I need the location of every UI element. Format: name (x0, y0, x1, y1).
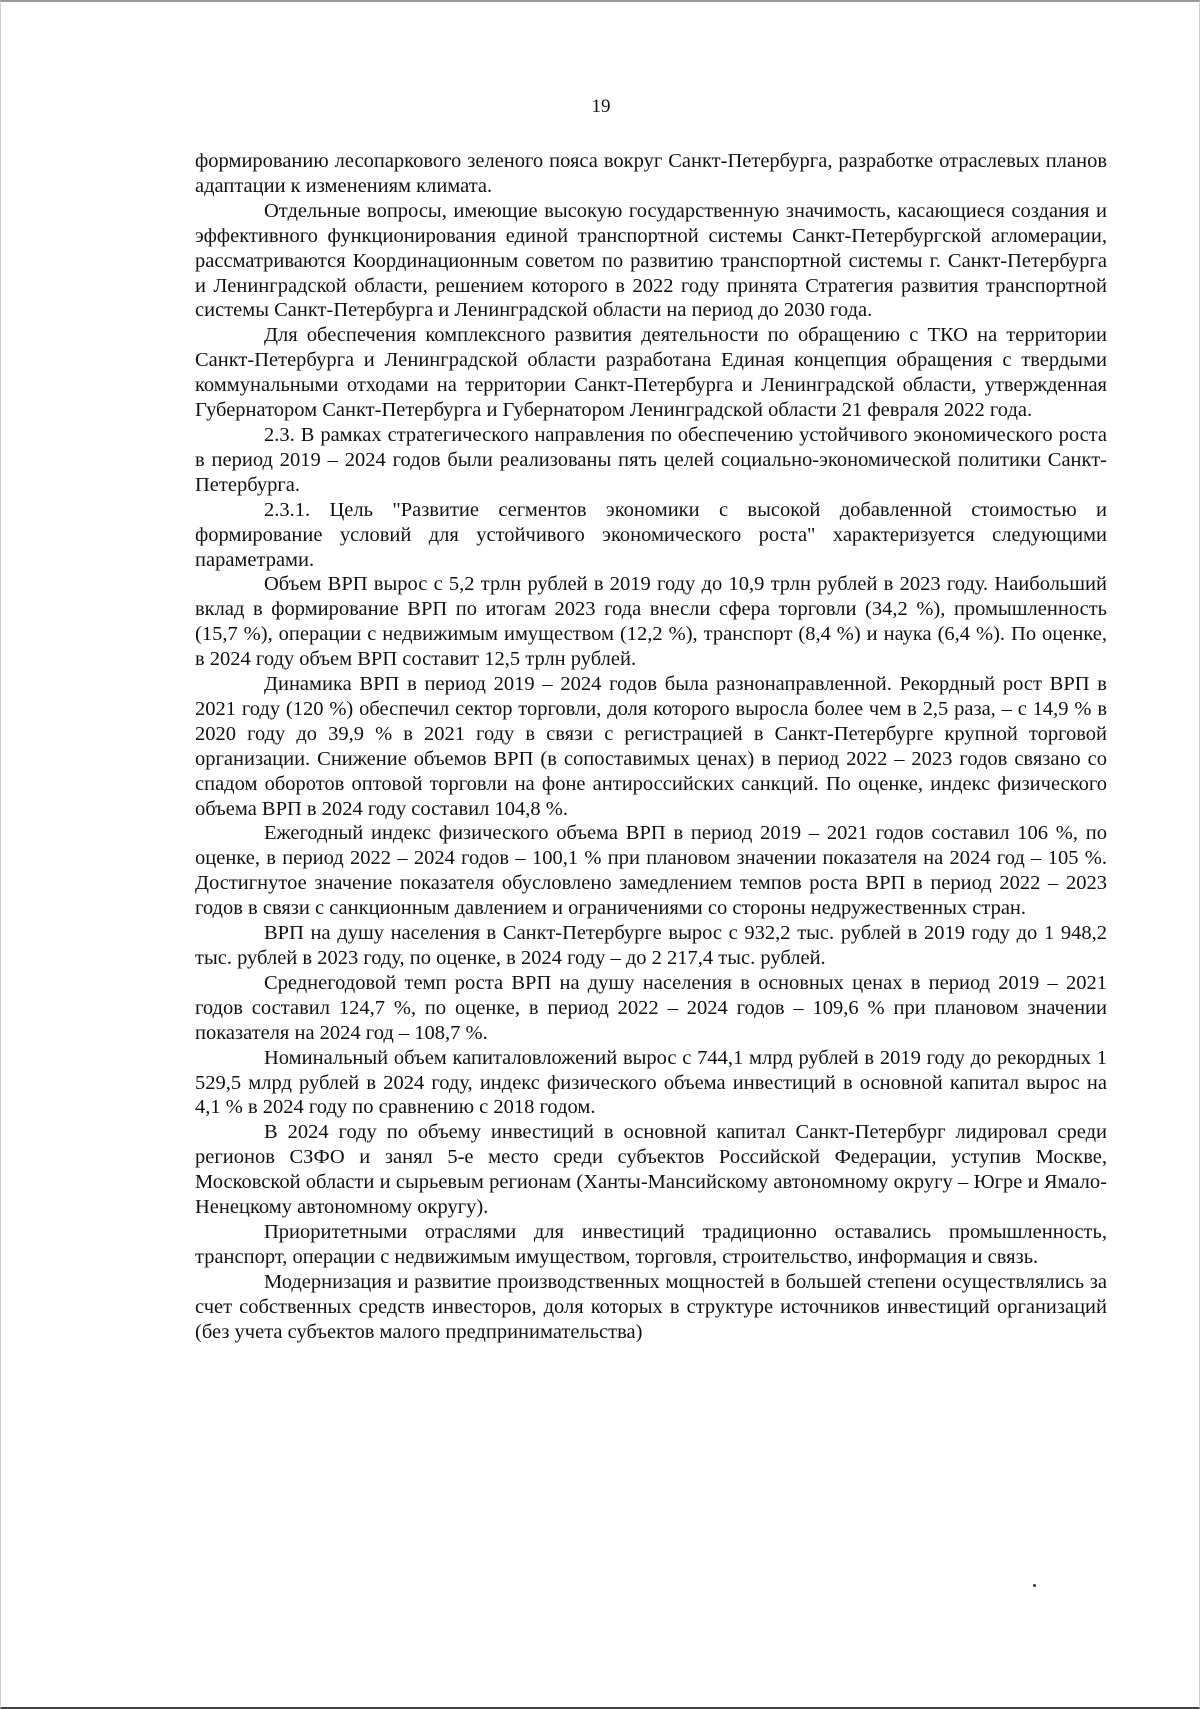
document-body (195, 149, 1107, 1345)
paragraph-grp-index: Ежегодный индекс физического объема ВРП в период 2019 – 2021 годов составил 106 %, по оценке, в период 2022 – 2024 годов – 100,1 % при плановом значении показателя на 2024 год – 105 %. Достигнутое значение показателя обусловлено замедлением темпов роста ВРП в период 2022 – 2023 годов в связи с санкционным давлением и ограничениями со стороны недружественных стран. (195, 822, 1107, 920)
paragraph-modernization: Модернизация и развитие производственных мощностей в большей степени осуществлялись за счет собственных средств инвесторов, доля которых в структуре источников инвестиций организаций (без учета субъектов малого предпринимательства) (195, 1270, 1107, 1343)
paragraph-grp-per-capita: ВРП на душу населения в Санкт-Петербурге вырос с 932,2 тыс. рублей в 2019 году до 1 948,2 тыс. рублей в 2023 году, по оценке, в 2024 году – до 2 217,4 тыс. рублей. (195, 922, 1107, 969)
paragraph-transport-system: Отдельные вопросы, имеющие высокую государственную значимость, касающиеся создания и эффективного функционирования единой транспортной системы Санкт-Петербургской агломерации, рассматриваются Координационным советом по развитию транспортной системы г. Санкт-Петербурга и Ленинградской области, решением которого в 2022 году принята Стратегия развития транспортной системы Санкт-Петербурга и Ленинградской области на период до 2030 года. (195, 199, 1107, 322)
paragraph-section-2-3: 2.3. В рамках стратегического направления по обеспечению устойчивого экономического роста в период 2019 – 2024 годов были реализованы пять целей социально-экономической политики Санкт-Петербурга. (195, 423, 1107, 496)
scan-artifact-dot (1033, 1584, 1036, 1587)
page-number: 19 (591, 96, 611, 117)
paragraph-continuation: формированию лесопаркового зеленого пояса вокруг Санкт-Петербурга, разработке отраслевых планов адаптации к изменениям климата. (195, 150, 1107, 197)
paragraph-grp-dynamics: Динамика ВРП в период 2019 – 2024 годов была разнонаправленной. Рекордный рост ВРП в 2021 году (120 %) обеспечил сектор торговли, доля которого выросла более чем в 2,5 раза, – с 14,9 % в 2020 году до 39,9 % в 2021 году в связи с регистрацией в Санкт-Петербурге крупной торговой организации. Снижение объемов ВРП (в сопоставимых ценах) в период 2022 – 2023 годов связано со спадом оборотов оптовой торговли на фоне антироссийских санкций. По оценке, индекс физического объема ВРП в 2024 году составил 104,8 %. (195, 673, 1107, 820)
paragraph-grp-per-capita-growth: Среднегодовой темп роста ВРП на душу населения в основных ценах в период 2019 – 2021 годов составил 124,7 %, по оценке, в период 2022 – 2024 годов – 109,6 % при плановом значении показателя на 2024 год – 108,7 %. (195, 971, 1107, 1044)
paragraph-capital-investment: Номинальный объем капиталовложений вырос с 744,1 млрд рублей в 2019 году до рекордных 1 529,5 млрд рублей в 2024 году, индекс физического объема инвестиций в основной капитал вырос на 4,1 % в 2024 году по сравнению с 2018 годом. (195, 1046, 1107, 1119)
paragraph-investment-ranking: В 2024 году по объему инвестиций в основной капитал Санкт-Петербург лидировал среди регионов СЗФО и занял 5-е место среди субъектов Российской Федерации, уступив Москве, Московской области и сырьевым регионам (Ханты-Мансийскому автономному округу – Югре и Ямало-Ненецкому автономному округу). (195, 1121, 1107, 1219)
paragraph-waste-management: Для обеспечения комплексного развития деятельности по обращению с ТКО на территории Санкт-Петербурга и Ленинградской области разработана Единая концепция обращения с твердыми коммунальными отходами на территории Санкт-Петербурга и Ленинградской области, утвержденная Губернатором Санкт-Петербурга и Губернатором Ленинградской области 21 февраля 2022 года. (195, 324, 1107, 422)
paragraph-priority-industries: Приоритетными отраслями для инвестиций традиционно оставались промышленность, транспорт, операции с недвижимым имуществом, торговля, строительство, информация и связь. (195, 1220, 1107, 1268)
paragraph-section-2-3-1: 2.3.1. Цель "Развитие сегментов экономики с высокой добавленной стоимостью и формирование условий для устойчивого экономического роста" характеризуется следующими параметрами. (195, 498, 1107, 571)
paragraph-grp-volume: Объем ВРП вырос с 5,2 трлн рублей в 2019 году до 10,9 трлн рублей в 2023 году. Наибольший вклад в формирование ВРП по итогам 2023 года внесли сфера торговли (34,2 %), промышленность (15,7 %), операции с недвижимым имуществом (12,2 %), транспорт (8,4 %) и наука (6,4 %). По оценке, в 2024 году объем ВРП составит 12,5 трлн рублей. (195, 573, 1107, 671)
